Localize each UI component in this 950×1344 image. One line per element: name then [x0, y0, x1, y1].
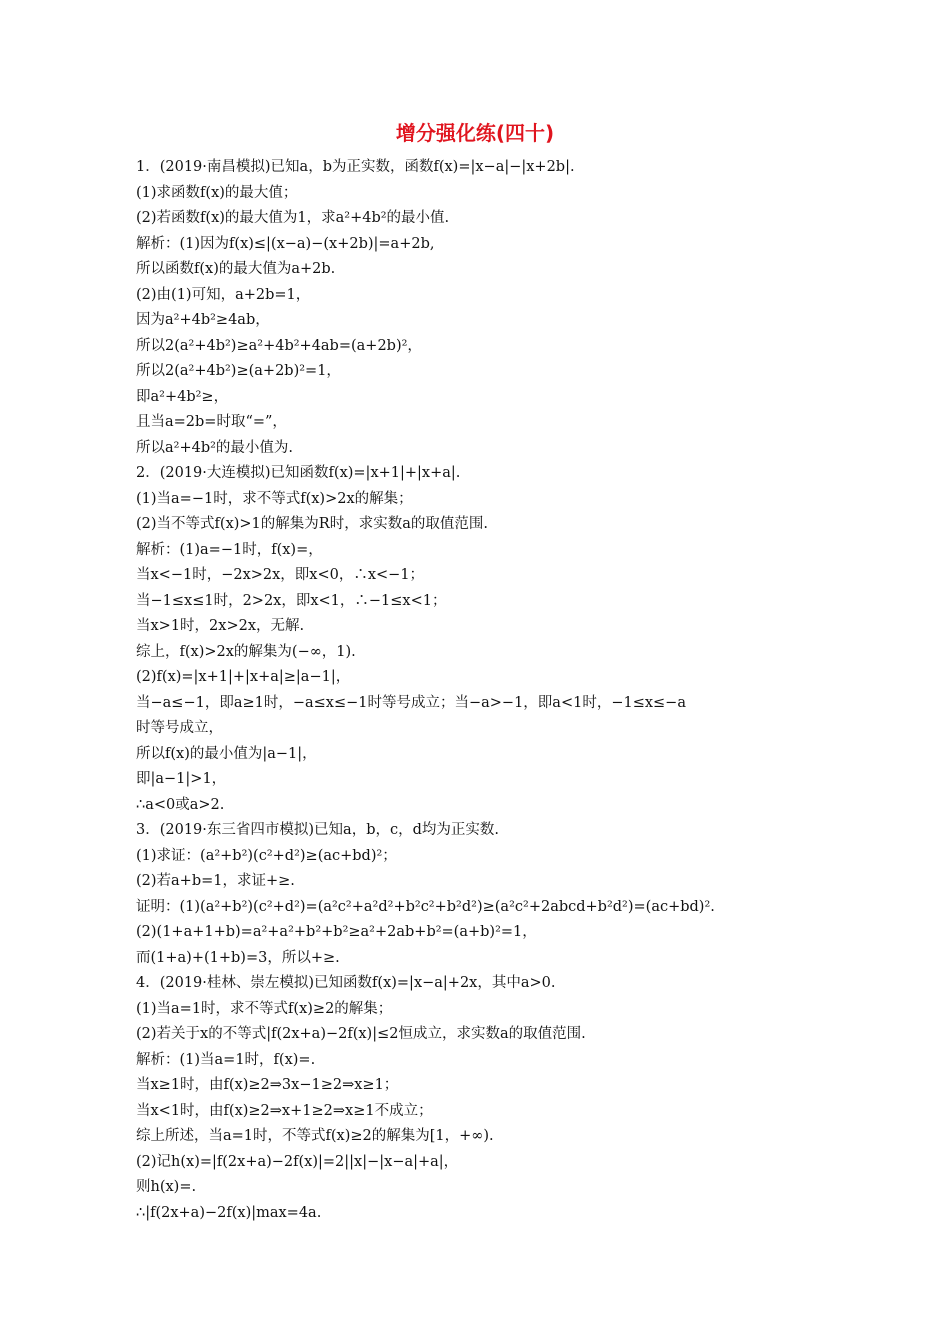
- document-body: [136, 155, 826, 1226]
- text-line: 3．(2019·东三省四市模拟)已知a，b，c，d均为正实数.: [136, 822, 499, 838]
- text-line: (2)f(x)=|x+1|+|x+a|≥|a−1|，: [136, 669, 351, 685]
- text-line: 解析：(1)当a=1时，f(x)=.: [136, 1051, 316, 1068]
- text-line: 且当a=2b=时取“=”，: [136, 414, 287, 430]
- text-line: (2)记h(x)=|f(2x+a)−2f(x)|=2||x|−|x−a|+a|，: [136, 1153, 459, 1170]
- text-line: 解析：(1)a=−1时，f(x)=，: [136, 541, 323, 558]
- document-title: 增分强化练(四十): [395, 121, 555, 145]
- text-line: 即|a−1|>1，: [136, 771, 227, 787]
- text-line: 当x<−1时，−2x>2x，即x<0，∴x<−1；: [136, 567, 425, 583]
- text-line: 当−1≤x≤1时，2>2x，即x<1，∴−1≤x<1；: [136, 592, 447, 609]
- text-line: 综上所述，当a=1时，不等式f(x)≥2的解集为[1，+∞).: [136, 1128, 494, 1144]
- text-line: (1)当a=1时，求不等式f(x)≥2的解集；: [136, 1000, 393, 1017]
- text-line: ∴a<0或a>2.: [136, 796, 225, 813]
- text-line: 而(1+a)+(1+b)=3，所以+≥.: [136, 949, 340, 966]
- text-line: 即a²+4b²≥，: [136, 388, 229, 405]
- text-line: 证明：(1)(a²+b²)(c²+d²)=(a²c²+a²d²+b²c²+b²d²)≥(a²c²+2abcd+b²d²)=(ac+bd)².: [136, 898, 715, 915]
- text-line: 4．(2019·桂林、崇左模拟)已知函数f(x)=|x−a|+2x，其中a>0.: [136, 975, 556, 991]
- text-line: 2．(2019·大连模拟)已知函数f(x)=|x+1|+|x+a|.: [136, 465, 461, 481]
- text-line: 解析：(1)因为f(x)≤|(x−a)−(x+2b)|=a+2b,: [136, 235, 435, 252]
- text-line: 所以a²+4b²的最小值为.: [136, 439, 294, 456]
- text-line: 因为a²+4b²≥4ab，: [136, 312, 270, 328]
- text-line: 1．(2019·南昌模拟)已知a，b为正实数，函数f(x)=|x−a|−|x+2b|.: [136, 159, 575, 175]
- text-line: 所以f(x)的最小值为|a−1|，: [136, 745, 317, 762]
- text-line: (2)若关于x的不等式|f(2x+a)−2f(x)|≤2恒成立，求实数a的取值范围.: [136, 1026, 586, 1042]
- text-line: (2)若函数f(x)的最大值为1，求a²+4b²的最小值.: [136, 210, 450, 226]
- text-line: 所以函数f(x)的最大值为a+2b.: [136, 261, 336, 277]
- text-line: 当−a≤−1，即a≥1时，−a≤x≤−1时等号成立；当−a>−1，即a<1时，−1≤x≤−a: [136, 694, 686, 711]
- text-line: 则h(x)=.: [136, 1179, 197, 1195]
- text-line: 当x≥1时，由f(x)≥2⇒3x−1≥2⇒x≥1；: [136, 1077, 399, 1093]
- text-line: (2)由(1)可知，a+2b=1，: [136, 286, 311, 303]
- text-line: 综上，f(x)>2x的解集为(−∞，1).: [136, 643, 356, 660]
- text-line: 当x>1时，2x>2x，无解.: [136, 618, 305, 634]
- text-line: (1)求证：(a²+b²)(c²+d²)≥(ac+bd)²；: [136, 847, 397, 864]
- text-line: (1)当a=−1时，求不等式f(x)>2x的解集；: [136, 490, 413, 507]
- text-line: (2)(1+a+1+b)=a²+a²+b²+b²≥a²+2ab+b²=(a+b)²=1，: [136, 924, 537, 940]
- text-line: 当x<1时，由f(x)≥2⇒x+1≥2⇒x≥1不成立；: [136, 1102, 433, 1119]
- text-line: 所以2(a²+4b²)≥a²+4b²+4ab=(a+2b)²，: [136, 337, 422, 354]
- text-line: 所以2(a²+4b²)≥(a+2b)²=1，: [136, 363, 341, 379]
- text-line: (2)当不等式f(x)>1的解集为R时，求实数a的取值范围.: [136, 516, 488, 532]
- text-line: (1)求函数f(x)的最大值；: [136, 184, 298, 201]
- text-line: (2)若a+b=1，求证+≥.: [136, 873, 295, 889]
- text-line: 时等号成立，: [136, 720, 223, 736]
- text-line: ∴|f(2x+a)−2f(x)|max=4a.: [136, 1204, 322, 1221]
